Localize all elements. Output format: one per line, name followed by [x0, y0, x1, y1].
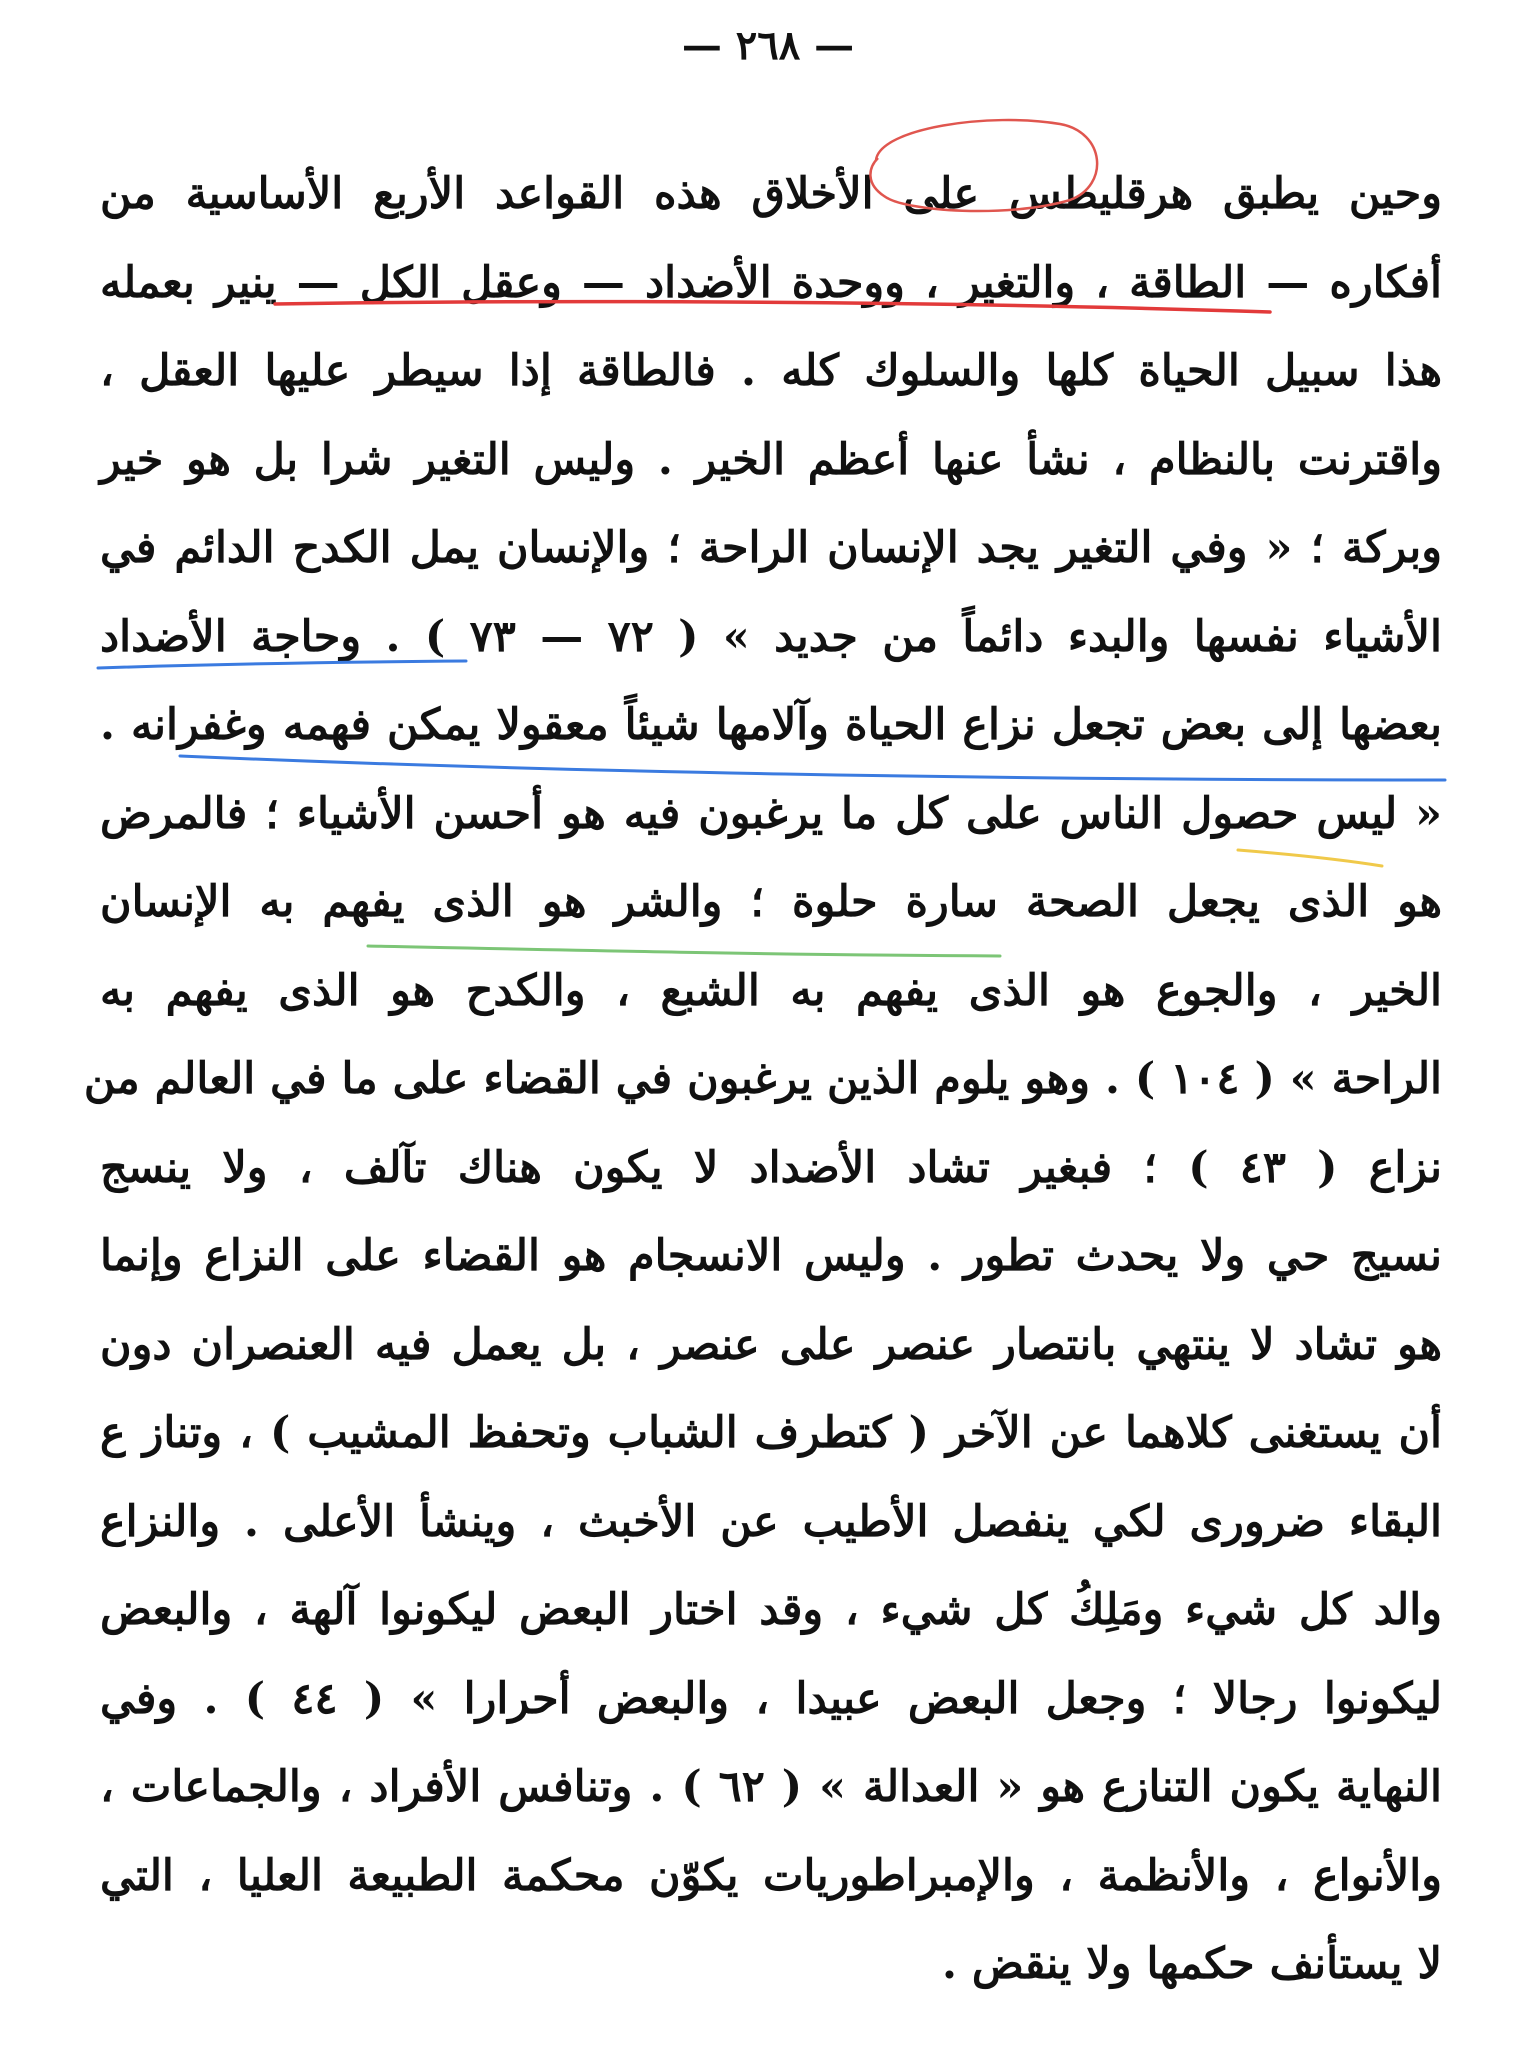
text-line: واقترنت بالنظام ، نشأ عنها أعظم الخير . وليس التغير شرا بل هو خير: [100, 434, 1442, 485]
text-line: نزاع ( ٤٣ ) ؛ فبغير تشاد الأضداد لا يكون هناك تآلف ، ولا ينسج: [100, 1142, 1442, 1193]
text-line: الراحة » ( ١٠٤ ) . وهو يلوم الذين يرغبون في القضاء على ما في العالم من: [83, 1054, 1442, 1104]
text-line: « ليس حصول الناس على كل ما يرغبون فيه هو أحسن الأشياء ؛ فالمرض: [100, 788, 1442, 839]
text-line: هذا سبيل الحياة كلها والسلوك كله . فالطاقة إذا سيطر عليها العقل ،: [100, 346, 1442, 396]
text-line: النهاية يكون التنازع هو « العدالة » ( ٦٢ ) . وتنافس الأفراد ، والجماعات ،: [100, 1762, 1442, 1812]
text-line: هو الذى يجعل الصحة سارة حلوة ؛ والشر هو الذى يفهم به الإنسان: [100, 877, 1442, 927]
text-line: أن يستغنى كلاهما عن الآخر ( كتطرف الشباب وتحفظ المشيب ) ، وتناز ع: [100, 1408, 1442, 1458]
text-line: الأشياء نفسها والبدء دائماً من جديد » ( ٧٢ — ٧٣ ) . وحاجة الأضداد: [100, 611, 1442, 662]
text-line: والد كل شيء ومَلِكُ كل شيء ، وقد اختار البعض ليكونوا آلهة ، والبعض: [100, 1585, 1442, 1635]
text-line: ليكونوا رجالا ؛ وجعل البعض عبيدا ، والبعض أحرارا » ( ٤٤ ) . وفي: [100, 1673, 1443, 1724]
text-line: لا يستأنف حكمها ولا ينقض .: [941, 1939, 1442, 1989]
text-line: نسيج حي ولا يحدث تطور . وليس الانسجام هو القضاء على النزاع وإنما: [100, 1231, 1442, 1281]
page-number: — ٢٦٨ —: [681, 22, 855, 69]
body-text: [83, 150, 1443, 2009]
text-line: وبركة ؛ « وفي التغير يجد الإنسان الراحة ؛ والإنسان يمل الكدح الدائم في: [100, 523, 1442, 573]
text-line: بعضها إلى بعض تجعل نزاع الحياة وآلامها شيئاً معقولا يمكن فهمه وغفرانه .: [100, 700, 1442, 750]
text-line: البقاء ضرورى لكي ينفصل الأطيب عن الأخبث ، وينشأ الأعلى . والنزاع: [100, 1496, 1442, 1547]
text-line: هو تشاد لا ينتهي بانتصار عنصر على عنصر ، بل يعمل فيه العنصران دون: [100, 1319, 1442, 1370]
text-line: والأنواع ، والأنظمة ، والإمبراطوريات يكوّن محكمة الطبيعة العليا ، التي: [100, 1850, 1442, 1901]
text-line: وحين يطبق هرقليطس على الأخلاق هذه القواعد الأربع الأساسية من: [100, 169, 1442, 219]
text-line: الخير ، والجوع هو الذى يفهم به الشبع ، والكدح هو الذى يفهم به: [100, 965, 1442, 1016]
text-line: أفكاره — الطاقة ، والتغير ، ووحدة الأضداد — وعقل الكل — ينير بعمله: [100, 257, 1442, 308]
